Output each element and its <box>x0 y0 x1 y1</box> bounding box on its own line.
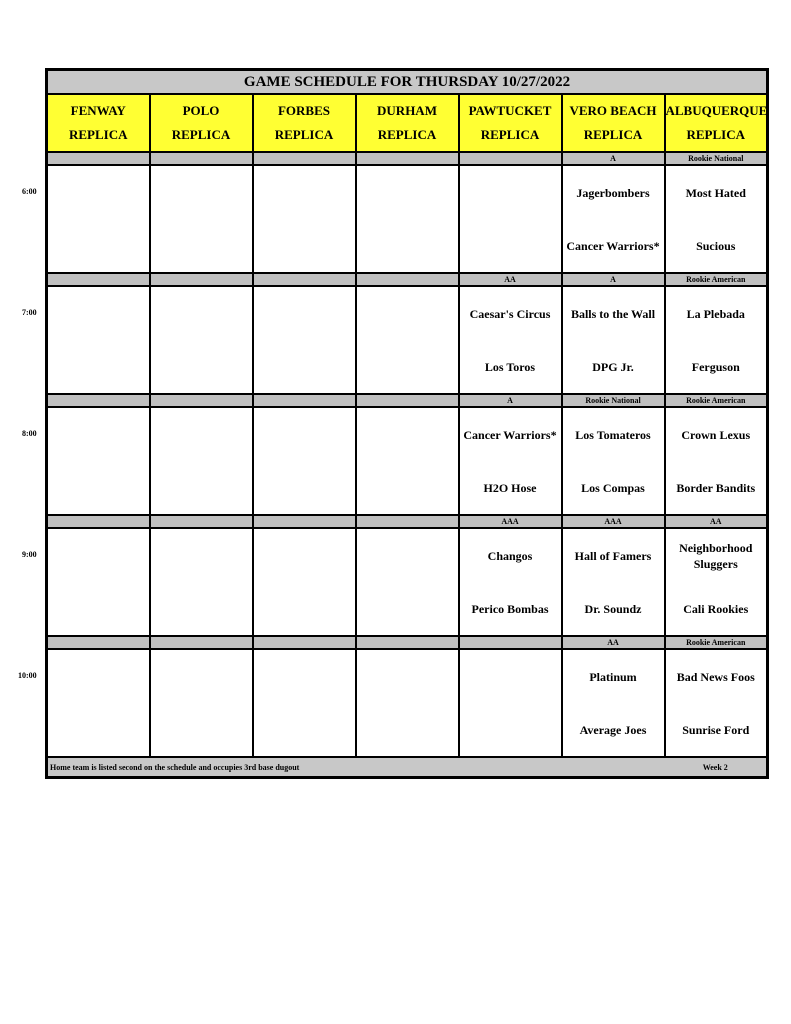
field-subtitle: REPLICA <box>274 127 334 142</box>
week-label: Week 2 <box>665 757 768 778</box>
game-cell <box>562 528 665 636</box>
game-cell <box>47 407 150 515</box>
home-team <box>48 219 149 272</box>
division-label: Rookie National <box>562 394 665 407</box>
visiting-team <box>48 529 149 582</box>
home-team: Cancer Warriors* <box>566 238 660 253</box>
visiting-team <box>460 166 561 219</box>
visiting-team <box>254 287 355 340</box>
visiting-team <box>460 650 561 703</box>
game-cell <box>356 286 459 394</box>
game-cell <box>150 649 253 757</box>
visiting-team <box>151 408 252 461</box>
field-name: VERO BEACH <box>569 103 657 118</box>
time-label: 9:00 <box>22 550 37 559</box>
game-cell <box>665 286 768 394</box>
home-team <box>48 340 149 393</box>
field-name: POLO <box>182 103 220 118</box>
division-label <box>253 152 356 165</box>
division-label <box>150 394 253 407</box>
visiting-team: Caesar's Circus <box>469 306 551 321</box>
home-team: Los Toros <box>484 359 536 374</box>
division-label: A <box>459 394 562 407</box>
home-team <box>460 219 561 272</box>
game-cell <box>562 407 665 515</box>
time-label: 7:00 <box>22 308 37 317</box>
division-label <box>47 515 150 528</box>
game-cell <box>562 649 665 757</box>
field-header <box>665 94 768 152</box>
field-name: DURHAM <box>377 103 437 118</box>
division-row <box>47 636 768 649</box>
division-row <box>47 394 768 407</box>
visiting-team <box>48 166 149 219</box>
field-header <box>459 94 562 152</box>
game-cell <box>150 528 253 636</box>
division-label <box>356 636 459 649</box>
home-team <box>357 703 458 756</box>
schedule-sheet <box>45 68 769 779</box>
field-header <box>562 94 665 152</box>
game-slot-row <box>47 649 768 757</box>
division-label <box>150 636 253 649</box>
home-team: H2O Hose <box>483 480 537 495</box>
field-subtitle: REPLICA <box>68 127 128 142</box>
home-team <box>254 219 355 272</box>
home-team: Average Joes <box>579 722 647 737</box>
division-row <box>47 515 768 528</box>
home-team <box>460 703 561 756</box>
game-cell <box>47 286 150 394</box>
game-cell <box>47 165 150 273</box>
visiting-team: Bad News Foos <box>676 669 755 684</box>
visiting-team <box>357 166 458 219</box>
game-cell <box>665 649 768 757</box>
visiting-team: Platinum <box>589 669 637 684</box>
division-label <box>356 394 459 407</box>
visiting-team <box>357 650 458 703</box>
home-team: Sunrise Ford <box>682 722 750 737</box>
division-row <box>47 273 768 286</box>
visiting-team <box>254 529 355 582</box>
visiting-team <box>151 529 252 582</box>
visiting-team: Jagerbombers <box>576 185 650 200</box>
visiting-team <box>254 166 355 219</box>
home-team <box>254 703 355 756</box>
visiting-team <box>151 287 252 340</box>
field-subtitle: REPLICA <box>583 127 643 142</box>
division-label: A <box>562 152 665 165</box>
game-cell <box>253 165 356 273</box>
division-label: Rookie American <box>665 394 768 407</box>
game-cell <box>47 649 150 757</box>
home-team <box>254 582 355 635</box>
game-cell <box>459 165 562 273</box>
home-team <box>151 340 252 393</box>
home-team <box>151 461 252 514</box>
visiting-team <box>357 529 458 582</box>
division-label: AAA <box>459 515 562 528</box>
game-cell <box>150 286 253 394</box>
home-team <box>151 582 252 635</box>
game-cell <box>459 286 562 394</box>
visiting-team <box>151 650 252 703</box>
division-label <box>253 394 356 407</box>
visiting-team <box>48 650 149 703</box>
home-team <box>254 461 355 514</box>
visiting-team <box>357 287 458 340</box>
division-label <box>356 152 459 165</box>
field-header-row <box>47 94 768 152</box>
home-team: Sucious <box>696 238 736 253</box>
visiting-team <box>254 650 355 703</box>
field-header <box>47 94 150 152</box>
home-team <box>254 340 355 393</box>
visiting-team <box>357 408 458 461</box>
game-cell <box>562 286 665 394</box>
game-cell <box>356 165 459 273</box>
division-label <box>459 152 562 165</box>
division-label <box>253 515 356 528</box>
game-cell <box>356 649 459 757</box>
division-label <box>47 152 150 165</box>
home-team: DPG Jr. <box>592 359 634 374</box>
visiting-team: Cancer Warriors* <box>463 427 557 442</box>
home-team <box>357 582 458 635</box>
division-label: Rookie National <box>665 152 768 165</box>
game-cell <box>253 286 356 394</box>
home-team: Ferguson <box>691 359 740 374</box>
division-label <box>459 636 562 649</box>
home-team: Dr. Soundz <box>584 601 642 616</box>
visiting-team: La Plebada <box>686 306 745 321</box>
division-row <box>47 152 768 165</box>
game-cell <box>253 649 356 757</box>
visiting-team <box>48 408 149 461</box>
home-team <box>151 703 252 756</box>
game-slot-row <box>47 528 768 636</box>
division-label <box>150 273 253 286</box>
game-slot-row <box>47 407 768 515</box>
time-label: 10:00 <box>18 671 37 680</box>
game-slot-row <box>47 165 768 273</box>
home-team <box>357 340 458 393</box>
field-subtitle: REPLICA <box>686 127 745 142</box>
field-header <box>150 94 253 152</box>
visiting-team: Los Tomateros <box>575 427 651 442</box>
footer-note: Home team is listed second on the schedule and occupies 3rd base dugout <box>47 757 665 778</box>
time-label: 6:00 <box>22 187 37 196</box>
game-cell <box>459 649 562 757</box>
schedule-table <box>45 68 769 779</box>
field-subtitle: REPLICA <box>377 127 437 142</box>
schedule-title: GAME SCHEDULE FOR THURSDAY 10/27/2022 <box>47 70 768 95</box>
visiting-team: Hall of Famers <box>574 548 652 563</box>
visiting-team: Crown Lexus <box>681 427 751 442</box>
field-name: PAWTUCKET <box>468 103 552 118</box>
division-label <box>47 273 150 286</box>
home-team <box>48 703 149 756</box>
home-team <box>357 219 458 272</box>
division-label: AA <box>562 636 665 649</box>
game-cell <box>562 165 665 273</box>
home-team <box>48 461 149 514</box>
visiting-team: Neighborhood Sluggers <box>679 540 753 571</box>
title-row <box>47 70 768 95</box>
division-label <box>150 152 253 165</box>
field-name: FORBES <box>277 103 330 118</box>
game-cell <box>356 407 459 515</box>
game-slot-row <box>47 286 768 394</box>
game-cell <box>356 528 459 636</box>
division-label <box>47 636 150 649</box>
division-label: AAA <box>562 515 665 528</box>
home-team: Cali Rookies <box>683 601 749 616</box>
field-header <box>253 94 356 152</box>
field-name: FENWAY <box>70 103 126 118</box>
home-team: Border Bandits <box>676 480 756 495</box>
visiting-team <box>48 287 149 340</box>
division-label: AA <box>459 273 562 286</box>
game-cell <box>253 528 356 636</box>
game-cell <box>459 407 562 515</box>
division-label <box>253 636 356 649</box>
time-label: 8:00 <box>22 429 37 438</box>
visiting-team: Changos <box>487 548 533 563</box>
home-team: Los Compas <box>581 480 645 495</box>
field-header <box>356 94 459 152</box>
game-cell <box>150 407 253 515</box>
visiting-team <box>151 166 252 219</box>
visiting-team: Balls to the Wall <box>570 306 656 321</box>
game-cell <box>665 528 768 636</box>
game-cell <box>665 165 768 273</box>
game-cell <box>150 165 253 273</box>
field-subtitle: REPLICA <box>480 127 540 142</box>
visiting-team: Most Hated <box>685 185 746 200</box>
game-cell <box>253 407 356 515</box>
game-cell <box>665 407 768 515</box>
division-label <box>47 394 150 407</box>
home-team <box>357 461 458 514</box>
division-label: Rookie American <box>665 636 768 649</box>
division-label <box>356 515 459 528</box>
visiting-team <box>254 408 355 461</box>
game-cell <box>47 528 150 636</box>
division-label: Rookie American <box>665 273 768 286</box>
division-label <box>253 273 356 286</box>
home-team <box>48 582 149 635</box>
field-subtitle: REPLICA <box>171 127 231 142</box>
home-team: Perico Bombas <box>471 601 549 616</box>
home-team <box>151 219 252 272</box>
footer-row <box>47 757 768 778</box>
division-label: AA <box>665 515 768 528</box>
field-name: ALBUQUERQUE <box>665 103 768 118</box>
division-label <box>356 273 459 286</box>
division-label <box>150 515 253 528</box>
game-cell <box>459 528 562 636</box>
division-label: A <box>562 273 665 286</box>
